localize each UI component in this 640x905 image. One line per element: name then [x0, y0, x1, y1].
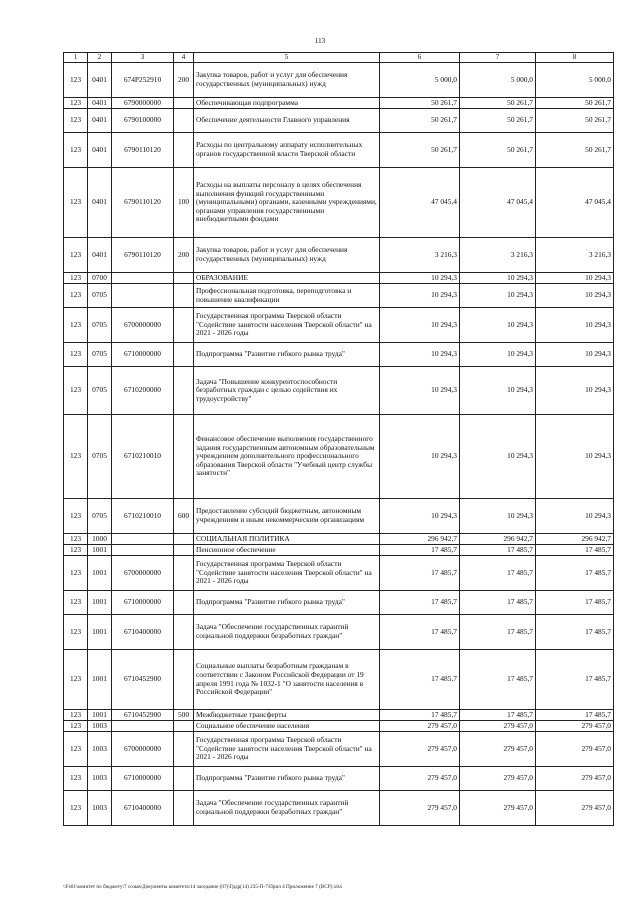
table-row	[64, 168, 614, 238]
cell-name: Закупка товаров, работ и услуг для обеспечения государственных (муниципальных) нужд	[194, 63, 380, 98]
table-row	[64, 615, 614, 650]
cell-amount-year1: 10 294,3	[380, 499, 460, 534]
cell-name: Государственная программа Тверской области "Содействие занятости населения Тверской области" на 2021 - 2026 годы	[194, 308, 380, 343]
cell-amount-year2: 10 294,3	[460, 415, 536, 499]
cell-section: 1003	[88, 791, 112, 826]
cell-section: 1001	[88, 615, 112, 650]
cell-section: 0705	[88, 367, 112, 415]
cell-chapter: 123	[64, 308, 88, 343]
table-row	[64, 308, 614, 343]
cell-amount-year2: 50 261,7	[460, 133, 536, 168]
cell-amount-year3: 17 485,7	[536, 545, 614, 556]
cell-amount-year1: 279 457,0	[380, 791, 460, 826]
cell-amount-year2: 10 294,3	[460, 284, 536, 308]
cell-target-article: 6710000000	[112, 343, 174, 367]
cell-chapter: 123	[64, 545, 88, 556]
cell-amount-year1: 50 261,7	[380, 109, 460, 133]
cell-chapter: 123	[64, 343, 88, 367]
cell-expense-type: 200	[174, 63, 194, 98]
cell-amount-year1: 10 294,3	[380, 415, 460, 499]
cell-amount-year3: 279 457,0	[536, 791, 614, 826]
cell-amount-year3: 279 457,0	[536, 767, 614, 791]
cell-chapter: 123	[64, 791, 88, 826]
cell-section: 0401	[88, 168, 112, 238]
cell-section: 0705	[88, 308, 112, 343]
cell-name: Социальные выплаты безработным гражданам в соответствии с Законом Российской Федерации от 19 апреля 1991 года № 1032-1 "О занятости населения в Российской Федерации"	[194, 650, 380, 710]
cell-expense-type	[174, 556, 194, 591]
cell-name: Профессиональная подготовка, переподготовка и повышение квалификации	[194, 284, 380, 308]
cell-amount-year1: 17 485,7	[380, 545, 460, 556]
cell-name: Задача "Повышение конкурентоспособности безработных граждан с целью содействия их трудоустройству"	[194, 367, 380, 415]
cell-expense-type	[174, 308, 194, 343]
cell-amount-year3: 50 261,7	[536, 133, 614, 168]
table-row	[64, 98, 614, 109]
cell-amount-year1: 47 045,4	[380, 168, 460, 238]
cell-chapter: 123	[64, 721, 88, 732]
cell-section: 1001	[88, 591, 112, 615]
cell-amount-year2: 17 485,7	[460, 545, 536, 556]
cell-chapter: 123	[64, 534, 88, 545]
cell-target-article	[112, 721, 174, 732]
table-row	[64, 556, 614, 591]
cell-amount-year3: 10 294,3	[536, 415, 614, 499]
cell-amount-year1: 279 457,0	[380, 732, 460, 767]
table-row	[64, 109, 614, 133]
cell-target-article	[112, 284, 174, 308]
cell-amount-year2: 17 485,7	[460, 650, 536, 710]
cell-amount-year3: 47 045,4	[536, 168, 614, 238]
budget-table	[63, 52, 614, 826]
cell-amount-year2: 50 261,7	[460, 109, 536, 133]
cell-expense-type: 500	[174, 710, 194, 721]
cell-name: Подпрограмма "Развитие гибкого рынка труда"	[194, 767, 380, 791]
header-cell: 3	[112, 53, 174, 63]
cell-section: 0401	[88, 63, 112, 98]
cell-section: 0401	[88, 133, 112, 168]
cell-amount-year3: 279 457,0	[536, 732, 614, 767]
cell-name: Расходы на выплаты персоналу в целях обеспечения выполнения функций государственными (муниципальными) органами, казенными учреждениями, органами управления государственными внебюджетными фондами	[194, 168, 380, 238]
cell-target-article	[112, 545, 174, 556]
cell-expense-type	[174, 367, 194, 415]
cell-target-article: 6710452900	[112, 650, 174, 710]
cell-name: СОЦИАЛЬНАЯ ПОЛИТИКА	[194, 534, 380, 545]
cell-amount-year3: 50 261,7	[536, 98, 614, 109]
cell-amount-year1: 17 485,7	[380, 710, 460, 721]
cell-amount-year2: 10 294,3	[460, 499, 536, 534]
cell-section: 0401	[88, 98, 112, 109]
cell-amount-year1: 17 485,7	[380, 591, 460, 615]
page-number: 113	[314, 37, 326, 45]
cell-amount-year1: 17 485,7	[380, 650, 460, 710]
cell-amount-year2: 3 216,3	[460, 238, 536, 273]
cell-chapter: 123	[64, 615, 88, 650]
cell-target-article: 6710000000	[112, 767, 174, 791]
cell-chapter: 123	[64, 367, 88, 415]
table-row	[64, 650, 614, 710]
cell-amount-year2: 10 294,3	[460, 308, 536, 343]
cell-expense-type	[174, 545, 194, 556]
cell-amount-year3: 50 261,7	[536, 109, 614, 133]
cell-chapter: 123	[64, 133, 88, 168]
table-row	[64, 343, 614, 367]
file-path-footer: \\Fs01\комитет по бюджету\7 созыв\Документы комитета\14 заседание (07)\Грдр(14) 235-П-7\Прил 4 Приложение 7 (ВСР).xlsx	[63, 884, 343, 890]
cell-amount-year2: 10 294,3	[460, 273, 536, 284]
cell-target-article: 6710200000	[112, 367, 174, 415]
cell-chapter: 123	[64, 238, 88, 273]
cell-name: Социальное обеспечение населения	[194, 721, 380, 732]
cell-target-article: 6710400000	[112, 791, 174, 826]
cell-section: 1003	[88, 767, 112, 791]
table-row	[64, 238, 614, 273]
cell-name: Задача "Обеспечение государственных гарантий социальной поддержки безработных граждан"	[194, 791, 380, 826]
cell-chapter: 123	[64, 499, 88, 534]
table-row	[64, 534, 614, 545]
cell-amount-year3: 10 294,3	[536, 273, 614, 284]
cell-chapter: 123	[64, 415, 88, 499]
cell-amount-year3: 17 485,7	[536, 710, 614, 721]
cell-chapter: 123	[64, 284, 88, 308]
cell-expense-type	[174, 732, 194, 767]
table-row	[64, 499, 614, 534]
table-row	[64, 415, 614, 499]
cell-expense-type	[174, 133, 194, 168]
table-row	[64, 591, 614, 615]
cell-amount-year2: 17 485,7	[460, 710, 536, 721]
cell-amount-year1: 296 942,7	[380, 534, 460, 545]
cell-name: Расходы по центральному аппарату исполнительных органов государственной власти Тверской области	[194, 133, 380, 168]
cell-section: 0700	[88, 273, 112, 284]
cell-amount-year1: 10 294,3	[380, 284, 460, 308]
cell-expense-type	[174, 534, 194, 545]
header-cell: 4	[174, 53, 194, 63]
cell-amount-year3: 10 294,3	[536, 343, 614, 367]
cell-target-article: 6790000000	[112, 98, 174, 109]
table-row	[64, 284, 614, 308]
cell-amount-year1: 10 294,3	[380, 273, 460, 284]
cell-target-article: 6710210010	[112, 499, 174, 534]
table-row	[64, 710, 614, 721]
cell-name: Финансовое обеспечение выполнения государственного задания государственным автономным образовательным учреждением дополнительного профессионального образования Тверской области "Учебный центр службы занятости"	[194, 415, 380, 499]
cell-amount-year3: 17 485,7	[536, 650, 614, 710]
table-row	[64, 367, 614, 415]
cell-amount-year3: 296 942,7	[536, 534, 614, 545]
cell-target-article: 6790110120	[112, 238, 174, 273]
cell-amount-year2: 10 294,3	[460, 343, 536, 367]
header-cell: 1	[64, 53, 88, 63]
cell-expense-type	[174, 415, 194, 499]
cell-target-article	[112, 273, 174, 284]
cell-chapter: 123	[64, 273, 88, 284]
header-cell: 7	[460, 53, 536, 63]
cell-section: 0705	[88, 415, 112, 499]
cell-section: 0401	[88, 109, 112, 133]
cell-amount-year3: 10 294,3	[536, 308, 614, 343]
cell-expense-type	[174, 343, 194, 367]
cell-expense-type	[174, 721, 194, 732]
cell-amount-year2: 296 942,7	[460, 534, 536, 545]
cell-target-article: 6700000000	[112, 732, 174, 767]
cell-target-article: 6790100000	[112, 109, 174, 133]
header-cell: 2	[88, 53, 112, 63]
cell-name: Закупка товаров, работ и услуг для обеспечения государственных (муниципальных) нужд	[194, 238, 380, 273]
cell-amount-year3: 5 000,0	[536, 63, 614, 98]
cell-target-article: 6700000000	[112, 308, 174, 343]
cell-amount-year1: 10 294,3	[380, 308, 460, 343]
table-row	[64, 273, 614, 284]
cell-name: Обеспечивающая подпрограмма	[194, 98, 380, 109]
cell-chapter: 123	[64, 767, 88, 791]
cell-amount-year2: 279 457,0	[460, 791, 536, 826]
cell-expense-type	[174, 284, 194, 308]
cell-target-article	[112, 534, 174, 545]
cell-amount-year1: 17 485,7	[380, 615, 460, 650]
cell-expense-type	[174, 273, 194, 284]
cell-section: 1003	[88, 732, 112, 767]
cell-name: Подпрограмма "Развитие гибкого рынка труда"	[194, 343, 380, 367]
cell-section: 1001	[88, 710, 112, 721]
cell-section: 0705	[88, 284, 112, 308]
cell-name: Пенсионное обеспечение	[194, 545, 380, 556]
cell-amount-year2: 17 485,7	[460, 615, 536, 650]
cell-section: 1003	[88, 721, 112, 732]
cell-section: 1001	[88, 545, 112, 556]
cell-section: 0705	[88, 499, 112, 534]
header-row	[64, 53, 614, 63]
cell-amount-year1: 5 000,0	[380, 63, 460, 98]
cell-amount-year3: 17 485,7	[536, 556, 614, 591]
cell-amount-year2: 279 457,0	[460, 767, 536, 791]
cell-amount-year1: 50 261,7	[380, 98, 460, 109]
cell-amount-year3: 279 457,0	[536, 721, 614, 732]
cell-chapter: 123	[64, 732, 88, 767]
table-row	[64, 545, 614, 556]
cell-amount-year1: 17 485,7	[380, 556, 460, 591]
cell-name: ОБРАЗОВАНИЕ	[194, 273, 380, 284]
cell-chapter: 123	[64, 556, 88, 591]
cell-amount-year2: 17 485,7	[460, 591, 536, 615]
cell-expense-type: 200	[174, 238, 194, 273]
cell-target-article: 6710000000	[112, 591, 174, 615]
header-cell: 6	[380, 53, 460, 63]
cell-name: Межбюджетные трансферты	[194, 710, 380, 721]
cell-section: 0705	[88, 343, 112, 367]
cell-expense-type	[174, 591, 194, 615]
cell-target-article: 6710210010	[112, 415, 174, 499]
cell-chapter: 123	[64, 591, 88, 615]
cell-amount-year2: 17 485,7	[460, 556, 536, 591]
cell-name: Предоставление субсидий бюджетным, автономным учреждениям и иным некоммерческим организациям	[194, 499, 380, 534]
cell-chapter: 123	[64, 109, 88, 133]
cell-name: Государственная программа Тверской области "Содействие занятости населения Тверской области" на 2021 - 2026 годы	[194, 732, 380, 767]
cell-amount-year2: 5 000,0	[460, 63, 536, 98]
cell-name: Задача "Обеспечение государственных гарантий социальной поддержки безработных граждан"	[194, 615, 380, 650]
table-row	[64, 63, 614, 98]
cell-amount-year3: 17 485,7	[536, 615, 614, 650]
cell-name: Подпрограмма "Развитие гибкого рынка труда"	[194, 591, 380, 615]
cell-chapter: 123	[64, 650, 88, 710]
table-row	[64, 732, 614, 767]
cell-chapter: 123	[64, 98, 88, 109]
cell-amount-year1: 279 457,0	[380, 721, 460, 732]
cell-target-article: 6790110120	[112, 168, 174, 238]
cell-target-article: 6710400000	[112, 615, 174, 650]
table-row	[64, 767, 614, 791]
cell-amount-year1: 10 294,3	[380, 343, 460, 367]
cell-amount-year3: 10 294,3	[536, 499, 614, 534]
cell-name: Государственная программа Тверской области "Содействие занятости населения Тверской области" на 2021 - 2026 годы	[194, 556, 380, 591]
cell-section: 1000	[88, 534, 112, 545]
cell-amount-year1: 50 261,7	[380, 133, 460, 168]
cell-amount-year1: 3 216,3	[380, 238, 460, 273]
cell-section: 1001	[88, 556, 112, 591]
cell-target-article: 6710452900	[112, 710, 174, 721]
cell-amount-year1: 279 457,0	[380, 767, 460, 791]
cell-expense-type	[174, 615, 194, 650]
cell-amount-year2: 279 457,0	[460, 732, 536, 767]
cell-expense-type: 600	[174, 499, 194, 534]
table-row	[64, 133, 614, 168]
cell-amount-year3: 17 485,7	[536, 591, 614, 615]
cell-amount-year3: 10 294,3	[536, 284, 614, 308]
cell-amount-year3: 3 216,3	[536, 238, 614, 273]
cell-name: Обеспечение деятельности Главного управления	[194, 109, 380, 133]
table-row	[64, 791, 614, 826]
cell-amount-year1: 10 294,3	[380, 367, 460, 415]
header-cell: 8	[536, 53, 614, 63]
cell-expense-type	[174, 767, 194, 791]
cell-section: 1001	[88, 650, 112, 710]
cell-target-article: 6790110120	[112, 133, 174, 168]
cell-chapter: 123	[64, 63, 88, 98]
cell-expense-type	[174, 109, 194, 133]
cell-target-article: 6700000000	[112, 556, 174, 591]
table-row	[64, 721, 614, 732]
cell-expense-type	[174, 650, 194, 710]
cell-amount-year3: 10 294,3	[536, 367, 614, 415]
cell-amount-year2: 279 457,0	[460, 721, 536, 732]
cell-amount-year2: 10 294,3	[460, 367, 536, 415]
cell-chapter: 123	[64, 168, 88, 238]
header-cell: 5	[194, 53, 380, 63]
cell-expense-type	[174, 98, 194, 109]
cell-amount-year2: 50 261,7	[460, 98, 536, 109]
cell-expense-type	[174, 791, 194, 826]
cell-expense-type: 100	[174, 168, 194, 238]
cell-amount-year2: 47 045,4	[460, 168, 536, 238]
cell-section: 0401	[88, 238, 112, 273]
cell-chapter: 123	[64, 710, 88, 721]
cell-target-article: 674Р252910	[112, 63, 174, 98]
